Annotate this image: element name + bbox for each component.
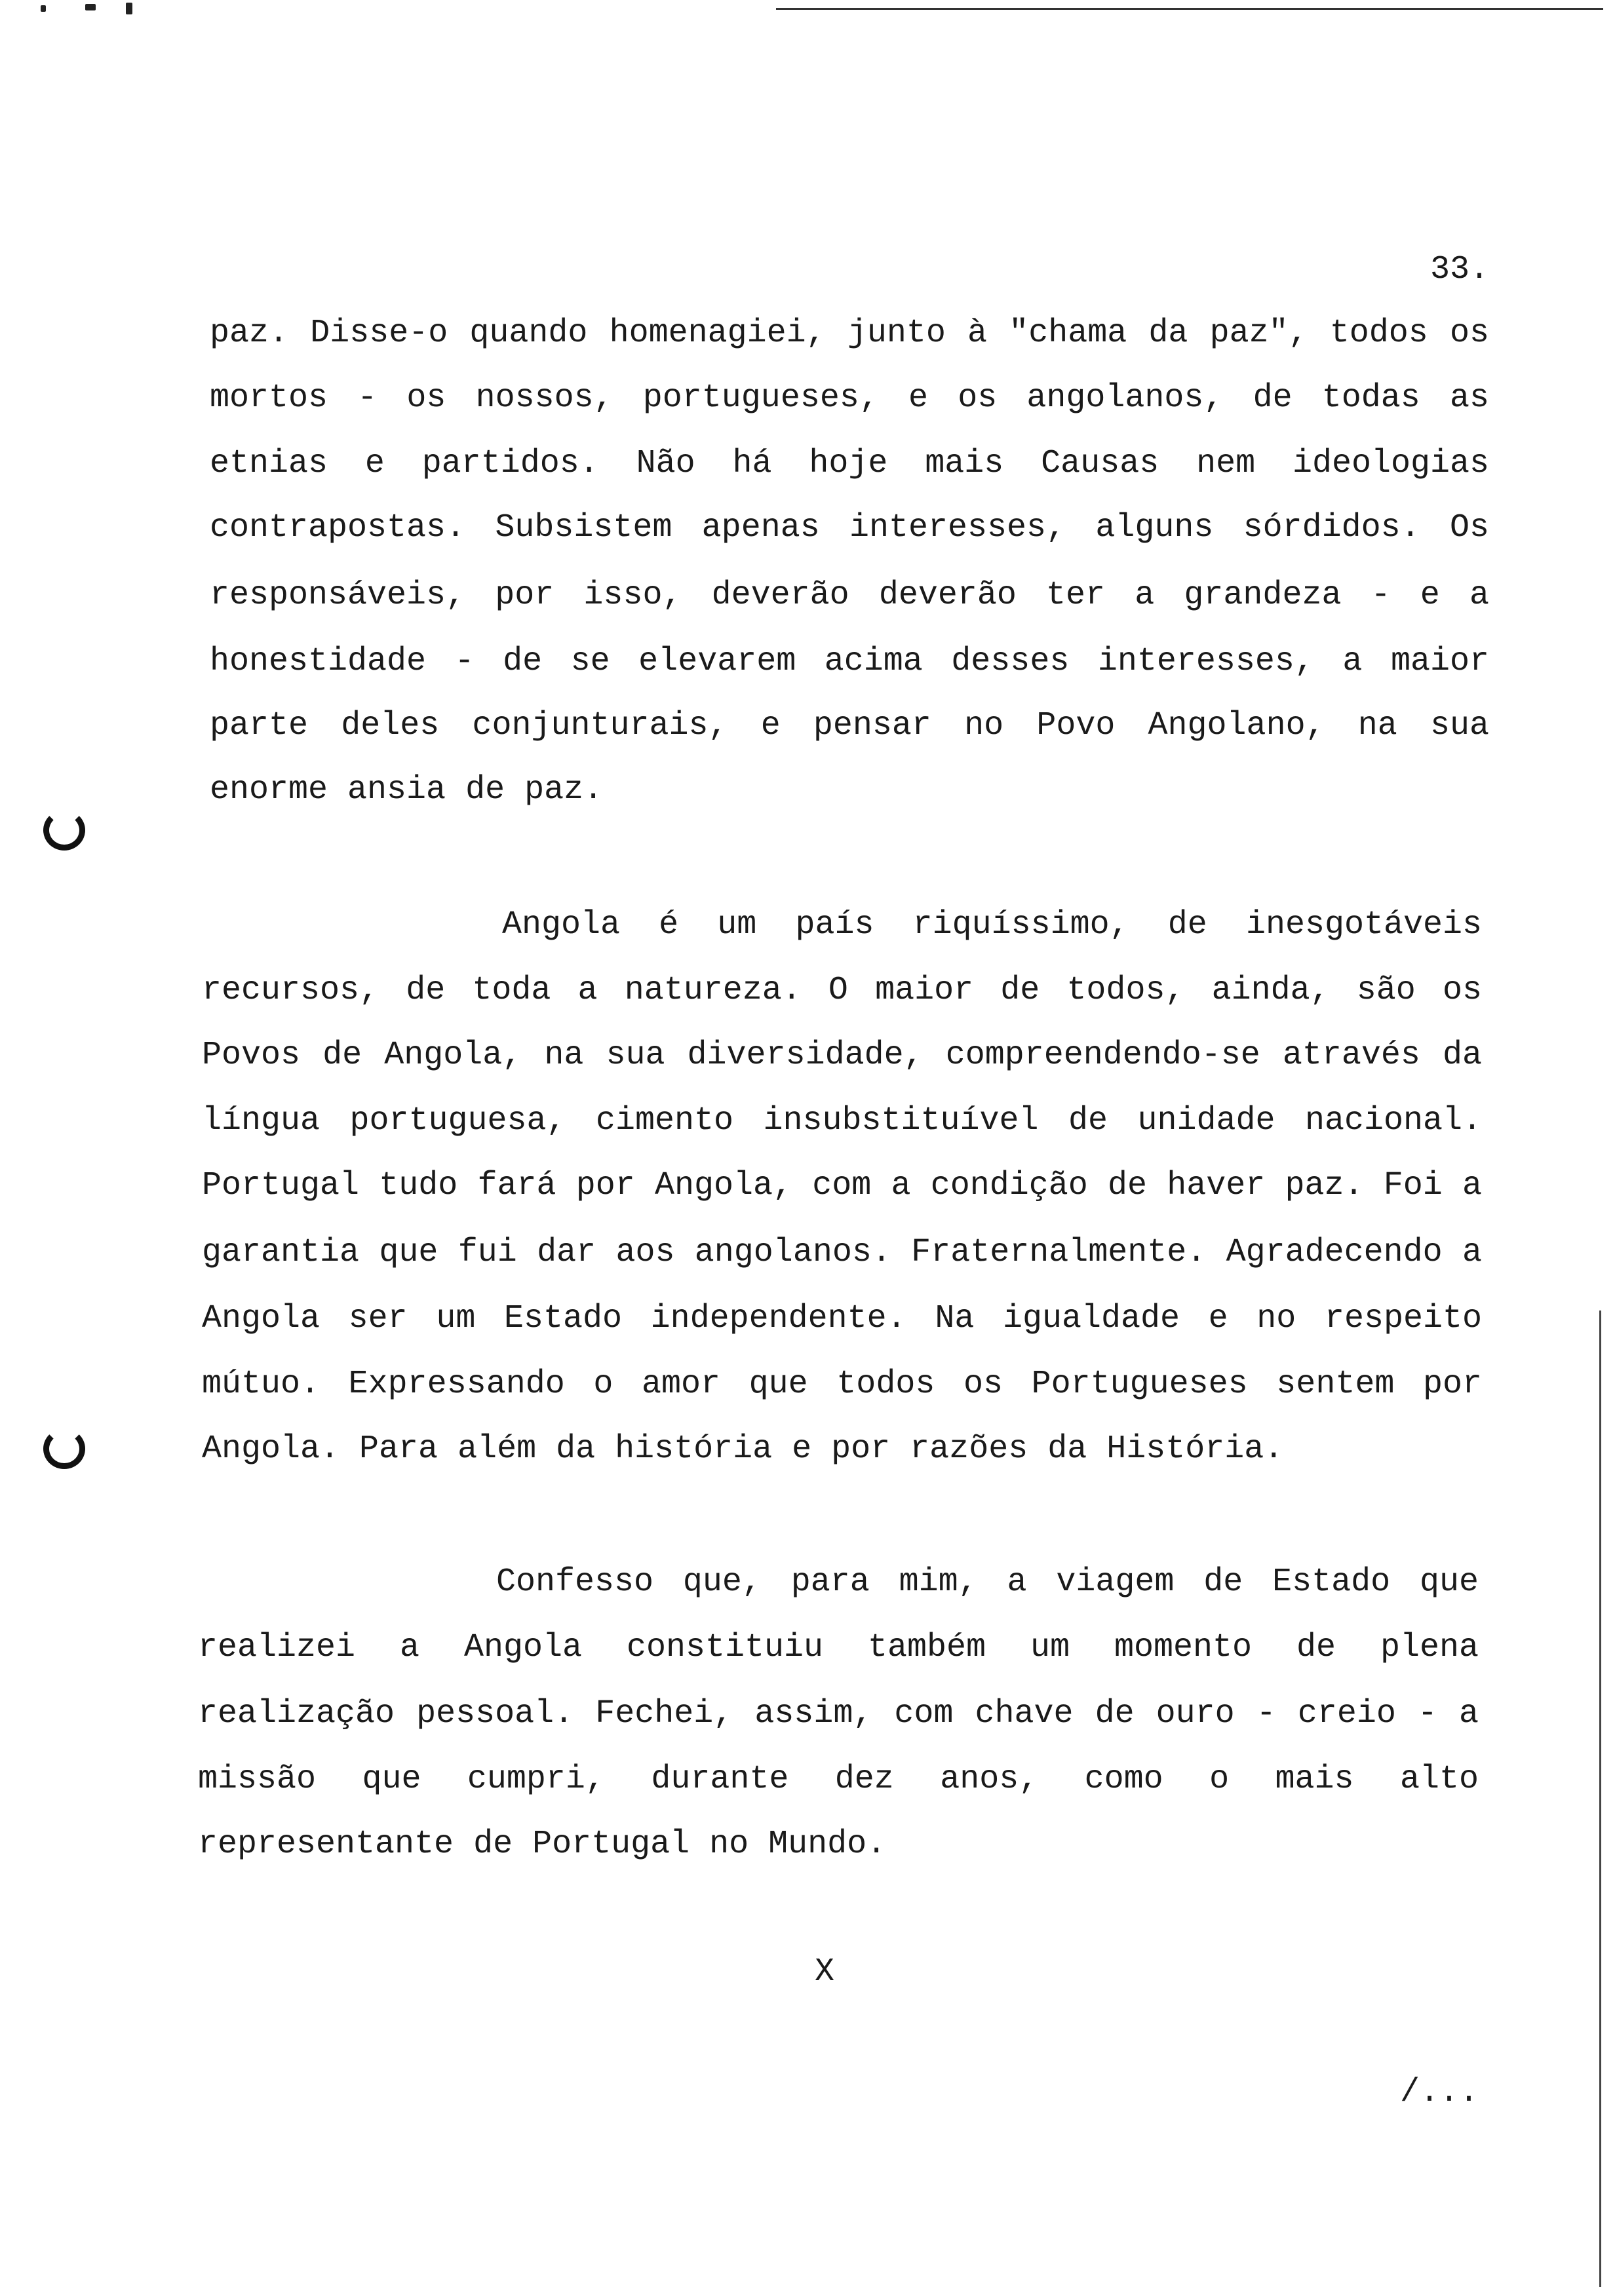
paragraph-1-line: honestidade - de se elevarem acima desses interesses, a maior xyxy=(210,643,1489,680)
paragraph-1-line: parte deles conjunturais, e pensar no Povo Angolano, na sua xyxy=(210,707,1489,744)
paragraph-3-line: Confesso que, para mim, a viagem de Estado que xyxy=(496,1563,1479,1601)
paragraph-2-line: Angola. Para além da história e por razões da História. xyxy=(202,1430,1284,1468)
paragraph-1-line: enorme ansia de paz. xyxy=(210,771,604,809)
paragraph-3-line: representante de Portugal no Mundo. xyxy=(198,1826,887,1863)
paragraph-3-line: realizei a Angola constituiu também um momento de plena xyxy=(198,1629,1479,1666)
paragraph-2-line: Angola é um país riquíssimo, de inesgotáveis xyxy=(502,906,1482,944)
paragraph-2-line: Povos de Angola, na sua diversidade, compreendendo-se através da xyxy=(202,1037,1482,1074)
paragraph-3-line: realização pessoal. Fechei, assim, com chave de ouro - creio - a xyxy=(198,1695,1479,1732)
punch-hole-icon xyxy=(43,1428,85,1469)
scan-speck xyxy=(41,5,46,12)
paragraph-3-line: missão que cumpri, durante dez anos, como o mais alto xyxy=(198,1761,1479,1798)
paragraph-1-line: paz. Disse-o quando homenagiei, junto à "chama da paz", todos os xyxy=(210,315,1489,352)
paragraph-2-line: recursos, de toda a natureza. O maior de todos, ainda, são os xyxy=(202,972,1482,1009)
paragraph-1-line: contrapostas. Subsistem apenas interesses, alguns sórdidos. Os xyxy=(210,509,1489,546)
paragraph-2-line: mútuo. Expressando o amor que todos os Portugueses sentem por xyxy=(202,1366,1482,1403)
paragraph-2-line: garantia que fui dar aos angolanos. Fraternalmente. Agradecendo a xyxy=(202,1234,1482,1271)
paragraph-1-line: responsáveis, por isso, deverão deverão ter a grandeza - e a xyxy=(210,577,1489,614)
punch-hole-icon xyxy=(43,810,85,851)
paragraph-1-line: etnias e partidos. Não há hoje mais Causas nem ideologias xyxy=(210,445,1489,482)
paragraph-2-line: língua portuguesa, cimento insubstituível de unidade nacional. xyxy=(202,1102,1482,1139)
paragraph-1-line: mortos - os nossos, portugueses, e os angolanos, de todas as xyxy=(210,379,1489,417)
section-end-mark: X xyxy=(815,1953,835,1991)
continuation-mark: /... xyxy=(1400,2074,1479,2111)
scan-speck xyxy=(126,3,132,14)
paragraph-2-line: Angola ser um Estado independente. Na igualdade e no respeito xyxy=(202,1300,1482,1337)
scan-top-rule xyxy=(776,8,1603,10)
page-number: 33. xyxy=(1430,251,1489,288)
scan-right-edge xyxy=(1599,1311,1601,2287)
paragraph-2-line: Portugal tudo fará por Angola, com a condição de haver paz. Foi a xyxy=(202,1167,1482,1204)
scan-speck xyxy=(85,4,96,10)
